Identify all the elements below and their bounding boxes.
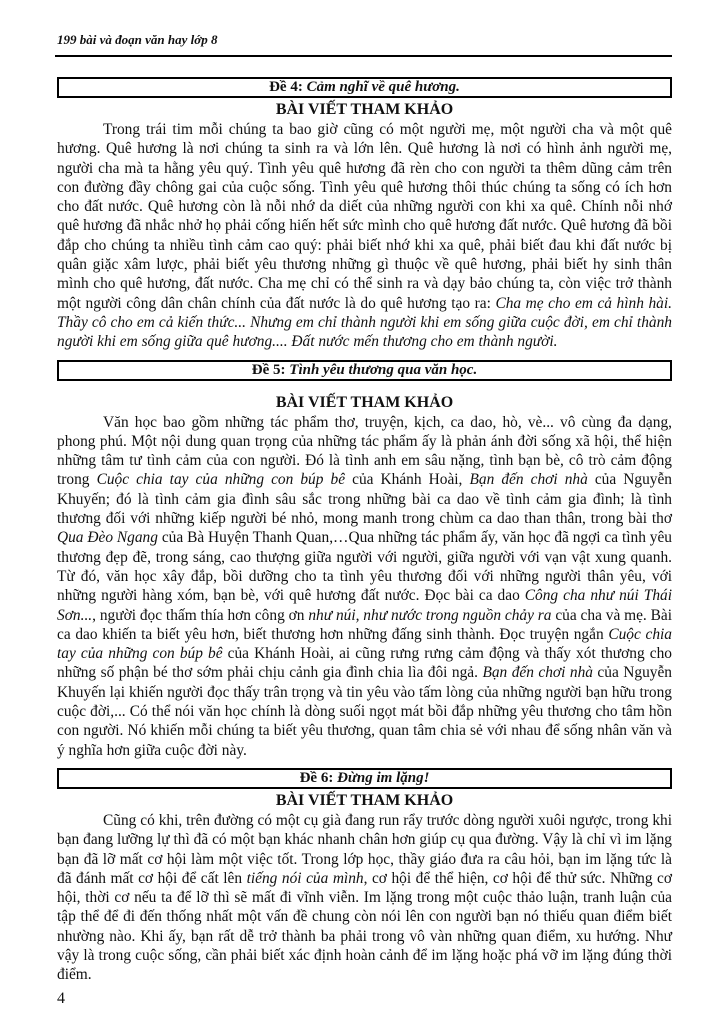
essay-paragraph <box>57 811 672 985</box>
page-number: 4 <box>57 989 65 1007</box>
text-segment: , người đọc thấm thía hơn công ơn <box>92 606 309 624</box>
section-topic: Đừng im lặng! <box>337 769 430 786</box>
work-title: Qua Đèo Ngang <box>57 529 158 547</box>
essay-paragraph <box>57 120 672 352</box>
text-segment: , cơ hội để thể hiện, cơ hội để thử sức. Những cơ hội, thời cơ nếu ta để lỡ thì sẽ mất đi vĩnh viễn. Im lặng trong một cuộc thảo luận, tranh luận của tập thể để đi đến thống nhất một vấn đề chung còn nói lên con người bạn nó thiếu quan điểm biết nhường nào. Khi ấy, bạn rất dễ trở thành ba phải trong vô vàn những quan điểm, xu hướng. Như vậy là trong cuộc sống, cần phải biết xác định hoàn cảnh để im lặng hoặc phá vỡ im lặng đúng thời điểm. <box>57 869 672 984</box>
running-header: 199 bài và đoạn văn hay lớp 8 <box>57 32 218 47</box>
section-de-6 <box>57 768 672 985</box>
work-title: Cuộc chia tay của những con búp bê <box>57 625 672 663</box>
text-segment: của Nguyễn Khuyến; đó là tình cảm gia đình sâu sắc trong những bài ca dao về tình cảm gia đình; là tình thương đối với những kiếp người bé nhỏ, mong manh trong chùm ca dao than thân, trong bài thơ <box>57 471 672 528</box>
section-topic: Cảm nghĩ về quê hương. <box>306 79 460 95</box>
work-title: Công cha như núi Thái Sơn... <box>57 587 672 624</box>
quote-segment: tiếng nói của mình <box>246 869 364 887</box>
header-rule <box>55 55 672 57</box>
section-label: Đề 5: <box>251 361 290 378</box>
text-segment: của Nguyễn Khuyến lại khiến người đọc thấy trân trọng và tin yêu vào tấm lòng của những người bạn hữu trong cuộc đời,... Có thể nói văn học chính là dòng suối ngọt mát bồi đắp những yêu thương cho tâm hồn con người. Nó khiến mỗi chúng ta biết yêu thương, quan tâm chia sẻ với nhau để sống nhân văn và ý nghĩa hơn giữa cuộc đời này. <box>57 664 672 759</box>
work-title: Bạn đến chơi nhà <box>469 471 588 489</box>
quote-segment: như núi, như nước trong nguồn chảy ra <box>308 606 552 624</box>
work-title: Cuộc chia tay của những con búp bê <box>96 471 346 489</box>
section-title-box <box>57 360 672 381</box>
section-de-4 <box>57 77 672 352</box>
text-segment: Văn học bao gồm những tác phẩm thơ, truyện, kịch, ca dao, hò, vè... vô cùng đa dạng, phong phú. Một nội dung quan trọng của những tác phẩm ấy là phản ánh đời sống xã hội, thể hiện những tâm tư tình cảm của con người. Đó là tình anh em sâu nặng, tình bạn bè, cô trò cảm động trong <box>57 413 672 489</box>
section-title-box <box>57 768 672 789</box>
section-de-5 <box>57 360 672 760</box>
text-segment: của Khánh Hoài, <box>345 471 470 489</box>
text-segment: của Bà Huyện Thanh Quan,…Qua những tác phẩm ấy, văn học đã ngợi ca tình yêu thương đẹp đẽ, trong sáng, cao thượng giữa người với người, giữa người với vạn vật xung quanh. Từ đó, văn học xây đắp, bồi dưỡng cho ta tình yêu thương đối với những người thân yêu, với những người hàng xóm, bạn bè, với quê hương đất nước. Đọc bài ca dao <box>57 529 672 605</box>
text-segment: của cha và mẹ. Bài ca dao khiến ta biết yêu hơn, biết thương hơn những đấng sinh thành. Đọc truyện ngắn <box>57 606 672 643</box>
section-topic: Tình yêu thương qua văn học. <box>289 361 478 378</box>
text-segment: Trong trái tim mỗi chúng ta bao giờ cũng có một người mẹ, một người cha và một quê hương. Quê hương là nơi chúng ta sinh ra và lớn lên. Quê hương là nơi có hình ảnh người mẹ, người cha mà ta hằng yêu quý. Tình yêu quê hương đã rèn cho con người ta thêm dũng cảm trên con đường đầy chông gai của cuộc sống. Tình yêu quê hương thôi thúc chúng ta sống có ích hơn cho đất nước. Quê hương còn là nỗi nhớ da diết của những người con khi xa quê. Chính nỗi nhớ quê hương đã nhắc nhở họ phải cống hiến hết sức mình cho quê hương đất nước. Quê hương đã bồi đắp cho chúng ta nhiều tình cảm cao quý: phải biết nhớ khi xa quê, phải biết đau khi đất nước bị quân giặc xâm lược, phải biết yêu thương những gì thuộc về quê hương, phải biết hy sinh thân mình cho quê hương, đất nước. Cha mẹ chỉ có thể sinh ra và dạy bảo chúng ta, còn việc trở thành một người công dân chân chính của đất nước là do quê hương tạo ra: <box>57 121 672 312</box>
text-segment: của Khánh Hoài, ai cũng rưng rưng cảm động và thấy xót thương cho những số phận bé thơ sớm phải chịu cảnh gia đình chia lìa đôi ngả. <box>57 645 672 682</box>
text-segment: Cũng có khi, trên đường có một cụ già đang run rẩy trước dòng người xuôi ngược, trong khi bạn đang lưỡng lự thì đã có một bạn khác nhanh chân hơn giúp cụ qua đường. Vậy là chỉ vì im lặng bạn đã lỡ mất cơ hội làm một việc tốt. Trong lớp học, thầy giáo đưa ra câu hỏi, bạn im lặng tức là đã đánh mất cơ hội để cất lên <box>57 811 672 887</box>
work-title: Bạn đến chơi nhà <box>482 664 593 682</box>
section-subtitle: BÀI VIẾT THAM KHẢO <box>275 791 454 809</box>
section-subtitle: BÀI VIẾT THAM KHẢO <box>275 101 454 118</box>
section-label: Đề 4: <box>269 79 307 95</box>
essay-paragraph <box>57 413 672 760</box>
section-title-box <box>57 77 672 98</box>
section-subtitle: BÀI VIẾT THAM KHẢO <box>275 393 454 411</box>
section-label: Đề 6: <box>299 769 338 786</box>
quote-segment: Cha mẹ cho em cả hình hài. Thầy cô cho em cả kiến thức... Nhưng em chỉ thành người khi em sống giữa cuộc đời, em chỉ thành người khi em sống giữa quê hương.... Đất nước mến thương cho em thành người. <box>57 294 672 351</box>
